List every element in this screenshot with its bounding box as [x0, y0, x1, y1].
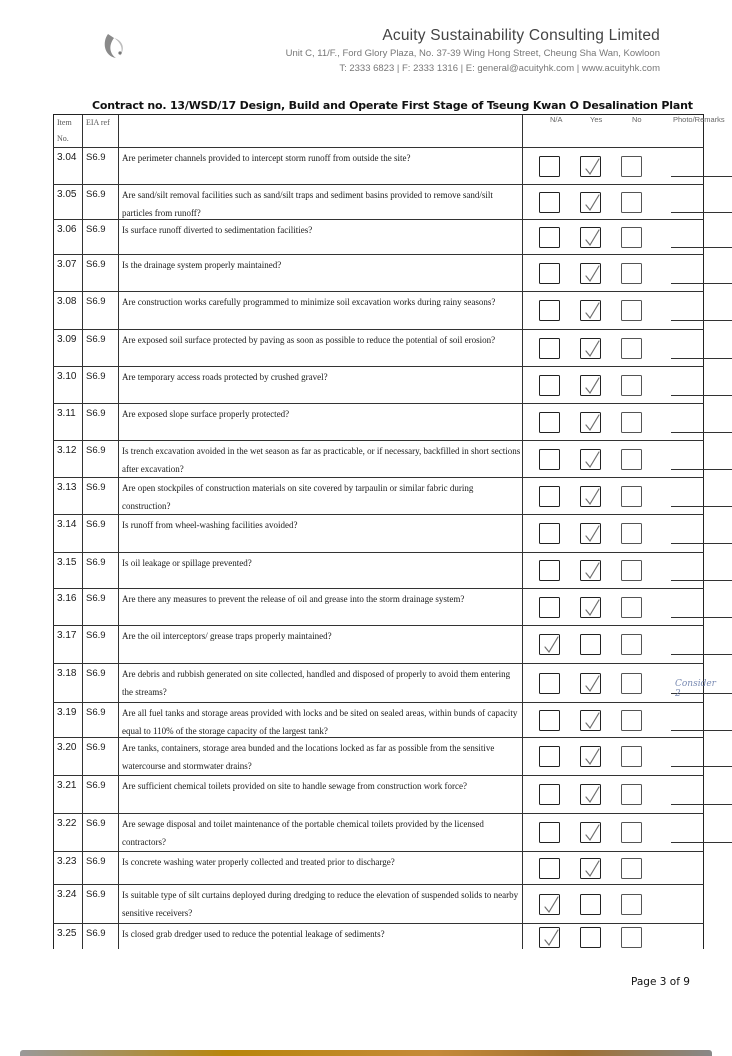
table-row — [53, 553, 704, 589]
company-contacts: T: 2333 6823 | F: 2333 1316 | E: general@acuityhk.com | www.acuityhk.com — [339, 63, 660, 74]
checkbox-yes[interactable] — [580, 300, 601, 321]
item-number: 3.13 — [53, 478, 83, 514]
table-row — [53, 185, 704, 220]
table-row — [53, 589, 704, 626]
answer-cell — [523, 367, 704, 403]
eia-ref: S6.9 — [83, 404, 119, 440]
eia-ref: S6.9 — [83, 515, 119, 552]
checkbox-yes[interactable] — [580, 486, 601, 507]
table-row — [53, 148, 704, 185]
remarks-line[interactable] — [671, 842, 732, 843]
table-row — [53, 814, 704, 852]
item-number: 3.15 — [53, 553, 83, 588]
item-number: 3.05 — [53, 185, 83, 219]
checkbox-yes[interactable] — [580, 894, 601, 915]
table-row — [53, 776, 704, 814]
check-mark-icon — [583, 561, 600, 580]
check-mark-icon — [583, 747, 600, 766]
checkbox-no[interactable] — [621, 449, 642, 470]
answer-cell — [523, 185, 704, 219]
item-number: 3.18 — [53, 664, 83, 702]
question-text: Is the drainage system properly maintained? — [119, 255, 523, 291]
eia-ref: S6.9 — [83, 626, 119, 663]
checkbox-no[interactable] — [621, 560, 642, 581]
checkbox-no[interactable] — [621, 710, 642, 731]
checkbox-no[interactable] — [621, 822, 642, 843]
checkbox-yes[interactable] — [580, 710, 601, 731]
header-question — [119, 115, 523, 147]
item-number: 3.25 — [53, 924, 83, 949]
answer-cell — [523, 814, 704, 851]
header-eia-ref: EIA ref — [83, 115, 119, 147]
item-number: 3.17 — [53, 626, 83, 663]
item-number: 3.23 — [53, 852, 83, 884]
checkbox-no[interactable] — [621, 192, 642, 213]
answer-cell — [523, 330, 704, 366]
remarks-line[interactable] — [671, 506, 732, 507]
checkbox-yes[interactable] — [580, 156, 601, 177]
question-text: Are the oil interceptors/ grease traps properly maintained? — [119, 626, 523, 663]
check-mark-icon — [542, 928, 559, 947]
check-mark-icon — [583, 524, 600, 543]
question-text: Are construction works carefully programmed to minimize soil excavation works during rainy seasons? — [119, 292, 523, 329]
scan-edge — [20, 1050, 712, 1056]
question-text: Are sand/silt removal facilities such as sand/silt traps and sediment basins provided to remove sand/silt particles from runoff? — [119, 185, 523, 219]
answer-cell — [523, 776, 704, 813]
checkbox-yes[interactable] — [580, 927, 601, 948]
check-mark-icon — [583, 339, 600, 358]
item-number: 3.06 — [53, 220, 83, 254]
eia-ref: S6.9 — [83, 885, 119, 923]
header-no: No — [632, 115, 642, 124]
remarks-line[interactable] — [671, 176, 732, 177]
header-remarks: Photo/Remarks — [673, 115, 725, 124]
remarks-line[interactable] — [671, 766, 732, 767]
check-mark-icon — [583, 823, 600, 842]
eia-ref: S6.9 — [83, 330, 119, 366]
checkbox-no[interactable] — [621, 227, 642, 248]
answer-cell — [523, 148, 704, 184]
eia-ref: S6.9 — [83, 255, 119, 291]
eia-ref: S6.9 — [83, 738, 119, 775]
eia-ref: S6.9 — [83, 441, 119, 477]
remarks-line[interactable] — [671, 617, 732, 618]
item-number: 3.21 — [53, 776, 83, 813]
checkbox-yes[interactable] — [580, 523, 601, 544]
check-mark-icon — [583, 193, 600, 212]
checkbox-no[interactable] — [621, 894, 642, 915]
eia-ref: S6.9 — [83, 852, 119, 884]
checkbox-no[interactable] — [621, 338, 642, 359]
answer-cell — [523, 441, 704, 477]
check-mark-icon — [583, 598, 600, 617]
checkbox-no[interactable] — [621, 375, 642, 396]
question-text: Is oil leakage or spillage prevented? — [119, 553, 523, 588]
checkbox-no[interactable] — [621, 412, 642, 433]
answer-cell — [523, 738, 704, 775]
eia-ref: S6.9 — [83, 589, 119, 625]
checkbox-no[interactable] — [621, 673, 642, 694]
table-row — [53, 738, 704, 776]
answer-cell — [523, 589, 704, 625]
question-text: Are perimeter channels provided to intercept storm runoff from outside the site? — [119, 148, 523, 184]
checkbox-yes[interactable] — [580, 338, 601, 359]
checkbox-no[interactable] — [621, 486, 642, 507]
check-mark-icon — [542, 895, 559, 914]
table-row — [53, 367, 704, 404]
check-mark-icon — [583, 450, 600, 469]
item-number: 3.16 — [53, 589, 83, 625]
checkbox-no[interactable] — [621, 634, 642, 655]
answer-cell — [523, 924, 704, 949]
company-logo — [100, 26, 134, 64]
header-no-label: No. — [57, 134, 69, 143]
checklist-table — [53, 114, 725, 949]
remarks-line[interactable] — [671, 432, 732, 433]
question-text: Are exposed soil surface protected by paving as soon as possible to reduce the potential of soil erosion? — [119, 330, 523, 366]
item-number: 3.07 — [53, 255, 83, 291]
question-text: Are open stockpiles of construction materials on site covered by tarpaulin or similar fabric during construction? — [119, 478, 523, 514]
remarks-line[interactable] — [671, 395, 732, 396]
checkbox-na[interactable] — [539, 784, 560, 805]
checkbox-na[interactable] — [539, 263, 560, 284]
table-header-row — [53, 115, 725, 148]
leaf-drop-logo-icon — [100, 26, 134, 64]
table-row — [53, 478, 704, 515]
item-number: 3.11 — [53, 404, 83, 440]
eia-ref: S6.9 — [83, 148, 119, 184]
checkbox-yes[interactable] — [580, 263, 601, 284]
check-mark-icon — [583, 376, 600, 395]
question-text: Is concrete washing water properly collected and treated prior to discharge? — [119, 852, 523, 884]
header-answers — [523, 115, 725, 147]
item-number: 3.08 — [53, 292, 83, 329]
item-number: 3.19 — [53, 703, 83, 737]
check-mark-icon — [583, 785, 600, 804]
checkbox-yes[interactable] — [580, 560, 601, 581]
checkbox-na[interactable] — [539, 710, 560, 731]
eia-ref: S6.9 — [83, 664, 119, 702]
question-text: Are sufficient chemical toilets provided on site to handle sewage from construction work force? — [119, 776, 523, 813]
checkbox-yes[interactable] — [580, 227, 601, 248]
checkbox-yes[interactable] — [580, 784, 601, 805]
checkbox-yes[interactable] — [580, 375, 601, 396]
check-mark-icon — [542, 635, 559, 654]
answer-cell — [523, 664, 716, 702]
checkbox-yes[interactable] — [580, 822, 601, 843]
table-row — [53, 255, 704, 292]
table-row — [53, 220, 704, 255]
checkbox-na[interactable] — [539, 597, 560, 618]
header-na: N/A — [550, 115, 563, 124]
eia-ref: S6.9 — [83, 776, 119, 813]
question-text: Are debris and rubbish generated on site collected, handled and disposed of properly to avoid them entering the streams? — [119, 664, 523, 702]
answer-cell — [523, 852, 704, 884]
question-text: Are tanks, containers, storage area bunded and the locations locked as far as possible from the sensitive watercourse and stormwater drains? — [119, 738, 523, 775]
table-row — [53, 330, 704, 367]
checkbox-yes[interactable] — [580, 746, 601, 767]
checkbox-yes[interactable] — [580, 597, 601, 618]
checkbox-na[interactable] — [539, 486, 560, 507]
remarks-line[interactable] — [671, 804, 732, 805]
question-text: Is trench excavation avoided in the wet season as far as practicable, or if necessary, backfilled in short sections after excavation? — [119, 441, 523, 477]
table-row — [53, 664, 716, 703]
checkbox-yes[interactable] — [580, 192, 601, 213]
checkbox-na[interactable] — [539, 375, 560, 396]
contract-title: Contract no. 13/WSD/17 Design, Build and Operate First Stage of Tseung Kwan O Desalination Plant — [92, 99, 693, 112]
header-item-no — [53, 115, 83, 147]
page-number: Page 3 of 9 — [631, 976, 690, 988]
answer-cell — [523, 885, 704, 923]
checkbox-na[interactable] — [539, 192, 560, 213]
check-mark-icon — [583, 859, 600, 878]
question-text: Is suitable type of silt curtains deployed during dredging to reduce the elevation of suspended solids to nearby sensitive receivers? — [119, 885, 523, 923]
eia-ref: S6.9 — [83, 478, 119, 514]
remarks-line[interactable] — [671, 580, 732, 581]
question-text: Are temporary access roads protected by crushed gravel? — [119, 367, 523, 403]
remarks-line[interactable] — [671, 212, 732, 213]
header-item-label: Item — [57, 118, 72, 127]
checkbox-no[interactable] — [621, 597, 642, 618]
answer-cell — [523, 515, 704, 552]
checkbox-no[interactable] — [621, 858, 642, 879]
eia-ref: S6.9 — [83, 185, 119, 219]
checkbox-na[interactable] — [539, 634, 560, 655]
check-mark-icon — [583, 228, 600, 247]
question-text: Are exposed slope surface properly protected? — [119, 404, 523, 440]
checkbox-na[interactable] — [539, 822, 560, 843]
table-row — [53, 404, 704, 441]
answer-cell — [523, 626, 704, 663]
answer-cell — [523, 478, 704, 514]
remarks-line[interactable] — [671, 730, 732, 731]
checkbox-no[interactable] — [621, 927, 642, 948]
question-text: Is surface runoff diverted to sedimentation facilities? — [119, 220, 523, 254]
checkbox-na[interactable] — [539, 858, 560, 879]
checkbox-na[interactable] — [539, 927, 560, 948]
remarks-line[interactable] — [671, 320, 732, 321]
check-mark-icon — [583, 157, 600, 176]
checkbox-yes[interactable] — [580, 412, 601, 433]
answer-cell — [523, 220, 704, 254]
item-number: 3.20 — [53, 738, 83, 775]
checkbox-yes[interactable] — [580, 634, 601, 655]
eia-ref: S6.9 — [83, 553, 119, 588]
table-row — [53, 852, 704, 885]
item-number: 3.09 — [53, 330, 83, 366]
remarks-line[interactable] — [671, 543, 732, 544]
remarks-line[interactable] — [671, 247, 732, 248]
checkbox-no[interactable] — [621, 156, 642, 177]
checkbox-no[interactable] — [621, 746, 642, 767]
checkbox-na[interactable] — [539, 449, 560, 470]
table-row — [53, 441, 704, 478]
question-text: Are sewage disposal and toilet maintenance of the portable chemical toilets provided by the licensed contractors? — [119, 814, 523, 851]
question-text: Is closed grab dredger used to reduce the potential leakage of sediments? — [119, 924, 523, 949]
checkbox-yes[interactable] — [580, 858, 601, 879]
check-mark-icon — [583, 674, 600, 693]
item-number: 3.12 — [53, 441, 83, 477]
item-number: 3.14 — [53, 515, 83, 552]
check-mark-icon — [583, 487, 600, 506]
eia-ref: S6.9 — [83, 703, 119, 737]
checkbox-na[interactable] — [539, 523, 560, 544]
checkbox-na[interactable] — [539, 156, 560, 177]
eia-ref: S6.9 — [83, 292, 119, 329]
item-number: 3.24 — [53, 885, 83, 923]
checkbox-na[interactable] — [539, 746, 560, 767]
checkbox-na[interactable] — [539, 227, 560, 248]
check-mark-icon — [583, 301, 600, 320]
checkbox-na[interactable] — [539, 338, 560, 359]
check-mark-icon — [583, 413, 600, 432]
remarks-line[interactable] — [671, 654, 732, 655]
checkbox-na[interactable] — [539, 412, 560, 433]
table-row — [53, 924, 704, 949]
checkbox-no[interactable] — [621, 263, 642, 284]
company-address: Unit C, 11/F., Ford Glory Plaza, No. 37-39 Wing Hong Street, Cheung Sha Wan, Kowloon — [285, 48, 660, 59]
company-name: Acuity Sustainability Consulting Limited — [382, 27, 660, 44]
eia-ref: S6.9 — [83, 814, 119, 851]
checkbox-yes[interactable] — [580, 673, 601, 694]
check-mark-icon — [583, 711, 600, 730]
question-text: Are all fuel tanks and storage areas provided with locks and be sited on sealed areas, within bunds of capacity equal to 110% of the storage capacity of the largest tank? — [119, 703, 523, 737]
answer-cell — [523, 255, 704, 291]
checkbox-na[interactable] — [539, 673, 560, 694]
table-row — [53, 885, 704, 924]
answer-cell — [523, 292, 704, 329]
eia-ref: S6.9 — [83, 924, 119, 949]
question-text: Is runoff from wheel-washing facilities avoided? — [119, 515, 523, 552]
table-row — [53, 515, 704, 553]
item-number: 3.04 — [53, 148, 83, 184]
question-text: Are there any measures to prevent the release of oil and grease into the storm drainage system? — [119, 589, 523, 625]
table-row — [53, 703, 704, 738]
answer-cell — [523, 553, 704, 588]
table-row — [53, 292, 704, 330]
remarks-handwriting: Consider 2 — [675, 679, 716, 699]
item-number: 3.10 — [53, 367, 83, 403]
remarks-line[interactable] — [671, 283, 732, 284]
checkbox-no[interactable] — [621, 784, 642, 805]
checkbox-yes[interactable] — [580, 449, 601, 470]
checkbox-na[interactable] — [539, 894, 560, 915]
answer-cell — [523, 404, 704, 440]
remarks-line[interactable] — [671, 469, 732, 470]
eia-ref: S6.9 — [83, 367, 119, 403]
table-row — [53, 626, 704, 664]
item-number: 3.22 — [53, 814, 83, 851]
header-yes: Yes — [590, 115, 603, 124]
checkbox-na[interactable] — [539, 300, 560, 321]
eia-ref: S6.9 — [83, 220, 119, 254]
checkbox-no[interactable] — [621, 300, 642, 321]
check-mark-icon — [583, 264, 600, 283]
remarks-line[interactable] — [671, 358, 732, 359]
answer-cell — [523, 703, 704, 737]
checkbox-na[interactable] — [539, 560, 560, 581]
checkbox-no[interactable] — [621, 523, 642, 544]
